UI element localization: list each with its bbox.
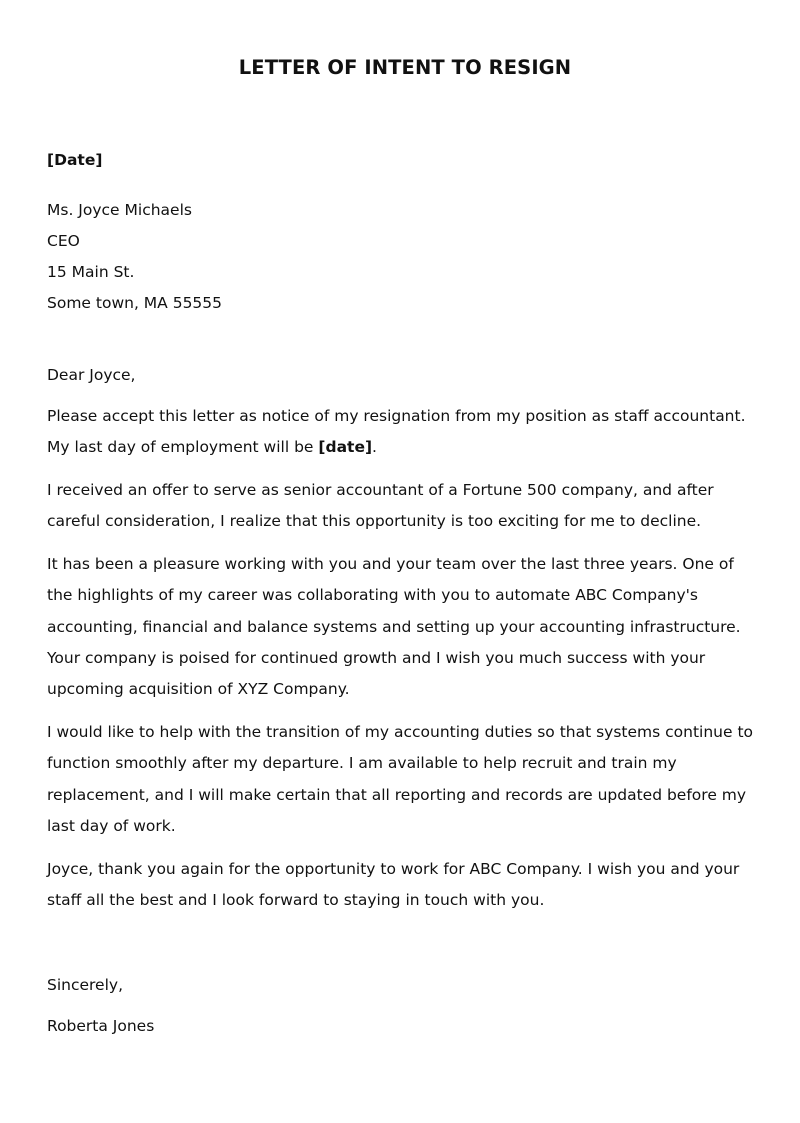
date-placeholder: [Date] (47, 151, 103, 169)
closing: Sincerely, (47, 976, 124, 994)
paragraph-4-line-4: last day of work. (47, 817, 176, 835)
paragraph-3-line-2: the highlights of my career was collaborating with you to automate ABC Company's (47, 586, 698, 604)
recipient-name: Ms. Joyce Michaels (47, 201, 192, 219)
paragraph-5-line-2: staff all the best and I look forward to staying in touch with you. (47, 891, 545, 909)
recipient-title: CEO (47, 232, 80, 250)
paragraph-3-line-4: Your company is poised for continued growth and I wish you much success with your (47, 649, 706, 667)
signature: Roberta Jones (47, 1017, 155, 1035)
paragraph-3-line-3: accounting, financial and balance systems and setting up your accounting infrastructure. (47, 618, 741, 636)
paragraph-5-line-1: Joyce, thank you again for the opportunity to work for ABC Company. I wish you and your (47, 860, 740, 878)
paragraph-3-line-1: It has been a pleasure working with you and your team over the last three years. One of (47, 555, 734, 573)
last-day-date-placeholder: [date] (318, 438, 373, 456)
paragraph-2-line-1: I received an offer to serve as senior accountant of a Fortune 500 company, and after (47, 481, 714, 499)
last-day-text: My last day of employment will be (47, 438, 319, 456)
paragraph-4-line-2: function smoothly after my departure. I am available to help recruit and train my (47, 754, 677, 772)
salutation: Dear Joyce, (47, 366, 136, 384)
letter-title: LETTER OF INTENT TO RESIGN (238, 56, 572, 79)
paragraph-4-line-1: I would like to help with the transition of my accounting duties so that systems continue to (47, 723, 754, 741)
last-day-period: . (372, 438, 377, 456)
paragraph-2-line-2: careful consideration, I realize that this opportunity is too exciting for me to decline. (47, 512, 702, 530)
recipient-city: Some town, MA 55555 (47, 294, 223, 312)
paragraph-3-line-5: upcoming acquisition of XYZ Company. (47, 680, 350, 698)
paragraph-1-line-2 (47, 437, 377, 457)
paragraph-4-line-3: replacement, and I will make certain that all reporting and records are updated before my (47, 786, 747, 804)
paragraph-1-line-1: Please accept this letter as notice of my resignation from my position as staff accountant. (47, 407, 746, 425)
recipient-street: 15 Main St. (47, 263, 135, 281)
